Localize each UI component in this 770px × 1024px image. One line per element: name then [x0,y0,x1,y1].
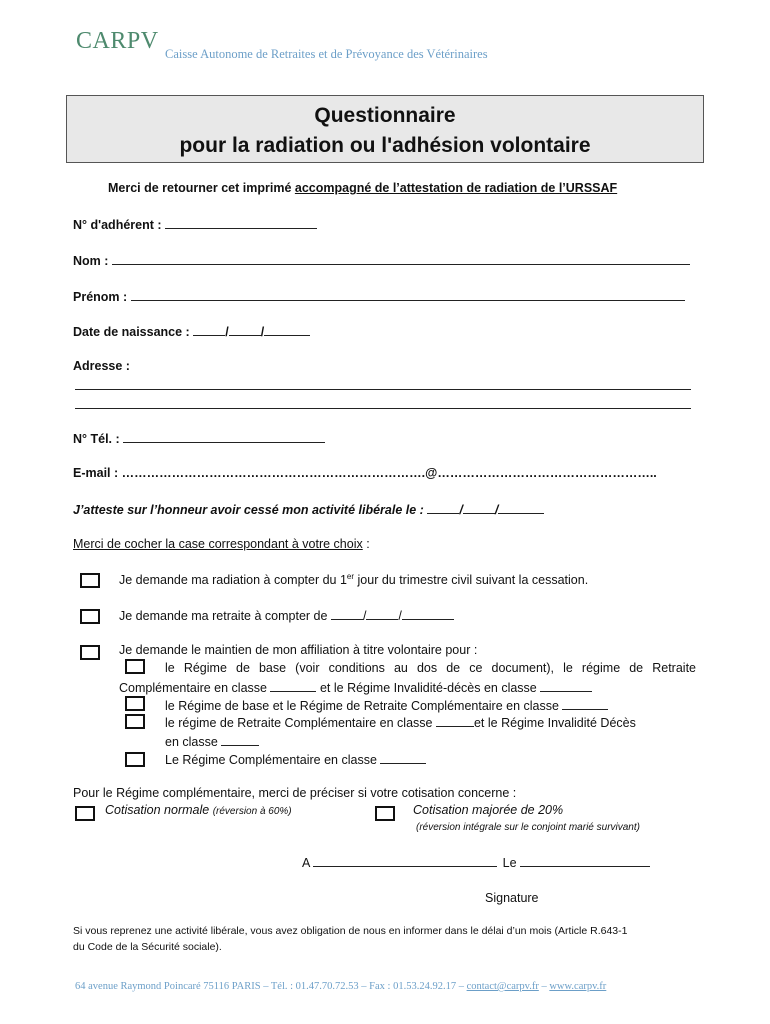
page-title: Questionnaire [314,104,456,127]
sub-option-1-line-a: le Régime de base (voir conditions au dos de ce document), le régime de Retraite [165,661,696,675]
nom-row [73,252,690,268]
retraite-row: Je demande ma retraite à compter de / / [119,607,454,623]
sub-option-4-text: Le Régime Complémentaire en classe [165,753,377,767]
nom-field[interactable] [112,252,690,265]
signature-label: Signature [485,891,539,905]
retraite-day[interactable] [331,607,363,620]
sub-option-4-row [165,751,426,767]
sub-option-1-checkbox[interactable] [125,659,145,674]
lieu-label: A [302,856,310,870]
cotisation-question: Pour le Régime complémentaire, merci de préciser si votre cotisation concerne : [73,786,517,800]
adherent-field[interactable] [165,216,317,229]
cotisation-normale-note: (réversion à 60%) [212,806,292,817]
sub-option-3-row-2 [165,733,259,749]
footer [75,981,606,992]
cotisation-normale-row [105,803,292,817]
adherent-label: N° d'adhérent : [73,218,162,232]
sub-option-3-text-b: et le Régime Invalidité Décès [473,716,636,730]
organization-name: Caisse Autonome de Retraites et de Prévoyance des Vétérinaires [165,47,488,61]
sub-option-1-line-b [119,679,592,695]
attest-label: J’atteste sur l’honneur avoir cessé mon activité libérale le : [73,503,424,517]
attest-row: J’atteste sur l’honneur avoir cessé mon activité libérale le : / / [73,501,544,517]
tel-row [73,430,325,446]
prenom-field[interactable] [131,288,685,301]
sub-option-2-row [165,697,608,713]
lieu-date-row [302,854,650,870]
adresse-label: Adresse : [73,359,130,373]
cotisation-majoree-label: Cotisation majorée de 20% [413,803,564,817]
retraite-checkbox[interactable] [80,609,100,624]
retraite-label: Je demande ma retraite à compter de [119,609,328,623]
sub-option-3-text-c: en classe [165,735,218,749]
adherent-row [73,216,317,232]
email-domain-field[interactable]: …………………………………………….. [437,466,657,480]
email-user-field[interactable]: ………………………………………………………………. [121,466,426,480]
adresse-line-1[interactable] [75,389,691,390]
naissance-month[interactable] [229,323,261,336]
naissance-day[interactable] [193,323,225,336]
sub-option-2-text: le Régime de base et le Régime de Retraite Complémentaire en classe [165,699,559,713]
check-instruction: Merci de cocher la case correspondant à votre choix [73,537,363,551]
cessation-day[interactable] [427,501,459,514]
maintien-checkbox[interactable] [80,645,100,660]
footer-address: 64 avenue Raymond Poincaré 75116 PARIS – Tél. : 01.47.70.72.53 – Fax : 01.53.24.92.17 – [75,981,467,992]
email-row [73,466,657,480]
naissance-label: Date de naissance : [73,325,190,339]
notice-line-1: Si vous reprenez une activité libérale, vous avez obligation de nous en informer dans le délai d’un mois (Article R.643-1 [73,925,628,937]
sub-option-3-classe-id[interactable] [221,733,259,746]
logo-text: CARPV [76,28,159,54]
tel-field[interactable] [123,430,325,443]
date-field[interactable] [520,854,650,867]
sub-option-3-checkbox[interactable] [125,714,145,729]
sub-option-4-classe[interactable] [380,751,426,764]
email-at: @ [425,466,438,480]
radiation-text-b: jour du trimestre civil suivant la cessation. [354,573,589,588]
email-label: E-mail : [73,466,119,480]
naissance-row: Date de naissance : / / [73,323,310,339]
sub-option-3-classe-rc[interactable] [436,714,474,727]
maintien-label: Je demande le maintien de mon affiliation à titre volontaire pour : [119,643,478,657]
cotisation-majoree-note: (réversion intégrale sur le conjoint marié survivant) [416,822,640,833]
radiation-checkbox[interactable] [80,573,100,588]
adresse-line-2[interactable] [75,408,691,409]
sub-option-2-classe[interactable] [562,697,608,710]
sub-option-1-text-b: Complémentaire en classe [119,681,267,695]
retraite-month[interactable] [366,607,398,620]
radiation-text-a: Je demande ma radiation à compter du 1 [119,573,347,588]
sub-option-3-text-a: le régime de Retraite Complémentaire en classe [165,716,433,730]
intro-underlined: accompagné de l’attestation de radiation de l’URSSAF [294,181,618,195]
cessation-year[interactable] [498,501,544,514]
naissance-year[interactable] [264,323,310,336]
cotisation-normale-label: Cotisation normale [105,803,210,817]
cessation-month[interactable] [463,501,495,514]
prenom-row [73,288,685,304]
sub-option-1-classe-id[interactable] [540,679,592,692]
radiation-sup: er [346,572,355,581]
footer-web-link[interactable]: www.carpv.fr [549,981,607,992]
date-label: Le [502,856,517,870]
sub-option-1-text-c: et le Régime Invalidité-décès en classe [319,681,537,695]
carpv-logo [76,20,176,64]
cotisation-normale-checkbox[interactable] [75,806,95,821]
page-subtitle: pour la radiation ou l'adhésion volontaire [179,134,591,157]
notice-line-2: du Code de la Sécurité sociale). [73,941,222,953]
tel-label: N° Tél. : [73,432,120,446]
check-colon: : [366,537,370,551]
sub-option-2-checkbox[interactable] [125,696,145,711]
footer-separator: – [538,981,550,992]
title-box [66,95,704,163]
sub-option-4-checkbox[interactable] [125,752,145,767]
cotisation-majoree-checkbox[interactable] [375,806,395,821]
retraite-year[interactable] [402,607,454,620]
lieu-field[interactable] [313,854,497,867]
sub-option-3-row [165,714,636,730]
prenom-label: Prénom : [73,290,128,304]
radiation-text [119,572,588,587]
intro-text [108,181,617,195]
sub-option-1-classe-rc[interactable] [270,679,316,692]
check-instruction-row [73,537,370,551]
intro-prefix: Merci de retourner cet imprimé [108,181,295,195]
nom-label: Nom : [73,254,109,268]
footer-email-link[interactable]: contact@carpv.fr [466,981,539,992]
